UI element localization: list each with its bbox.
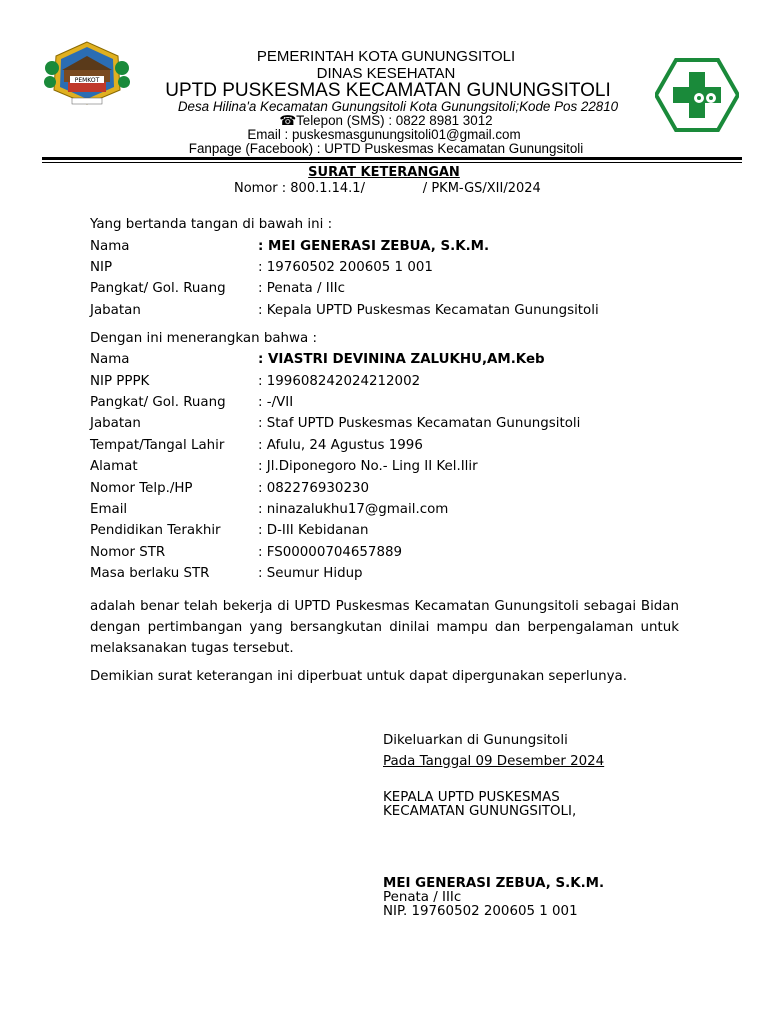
signer-label-rank: Pangkat/ Gol. Ruang: [90, 281, 226, 296]
signer-value-rank: : Penata / IIIc: [258, 281, 345, 296]
subject-label-birth: Tempat/Tangal Lahir: [90, 438, 225, 453]
subject-value-email: : ninazalukhu17@gmail.com: [258, 502, 449, 517]
subject-value-position: : Staf UPTD Puskesmas Kecamatan Gunungsitoli: [258, 416, 581, 431]
signature-rank: Penata / IIIc: [383, 890, 462, 905]
letter-title: SURAT KETERANGAN: [308, 165, 460, 180]
header-address: Desa Hilina'a Kecamatan Gunungsitoli Kota Gunungsitoli;Kode Pos 22810: [177, 99, 619, 114]
subject-value-nip: : 199608242024212002: [258, 374, 421, 389]
subject-value-str-number: : FS00000704657889: [258, 545, 403, 560]
body-paragraph-statement: adalah benar telah bekerja di UPTD Puskesmas Kecamatan Gunungsitoli sebagai Bidan dengan pertimbangan yang bersangkutan dinilai mampu dan berpengalaman untuk melaksanakan tugas tersebut.: [90, 599, 679, 656]
header-institution: UPTD PUSKESMAS KECAMATAN GUNUNGSITOLI: [165, 80, 611, 101]
signer-value-nip: : 19760502 200605 1 001: [258, 260, 433, 275]
issued-date: Pada Tanggal 09 Desember 2024: [383, 754, 605, 769]
subject-label-address: Alamat: [90, 459, 138, 474]
signer-value-position: : Kepala UPTD Puskesmas Kecamatan Gunungsitoli: [258, 303, 599, 318]
intro-signer: Yang bertanda tangan di bawah ini :: [90, 217, 333, 232]
subject-value-rank: : -/VII: [258, 395, 294, 410]
subject-label-education: Pendidikan Terakhir: [90, 523, 221, 538]
signer-label-name: Nama: [90, 239, 130, 254]
subject-value-name: : VIASTRI DEVININA ZALUKHU,AM.Keb: [258, 352, 545, 367]
signature-name: MEI GENERASI ZEBUA, S.K.M.: [383, 876, 605, 891]
signer-label-nip: NIP: [90, 260, 113, 275]
header-email: Email : puskesmasgunungsitoli01@gmail.com: [247, 127, 521, 142]
subject-value-str-validity: : Seumur Hidup: [258, 566, 363, 581]
subject-label-str-validity: Masa berlaku STR: [90, 566, 210, 581]
letter-number: Nomor : 800.1.14.1/ / PKM-GS/XII/2024: [234, 181, 541, 196]
signature-nip: NIP. 19760502 200605 1 001: [383, 904, 578, 919]
subject-label-name: Nama: [90, 352, 130, 367]
intro-subject: Dengan ini menerangkan bahwa :: [90, 331, 317, 346]
header-fanpage: Fanpage (Facebook) : UPTD Puskesmas Kecamatan Gunungsitoli: [188, 141, 584, 156]
header-divider-thin: [42, 162, 742, 163]
subject-label-position: Jabatan: [90, 416, 141, 431]
subject-value-education: : D-III Kebidanan: [258, 523, 369, 538]
svg-text:PEMKOT: PEMKOT: [74, 77, 100, 84]
header-phone: ☎Telepon (SMS) : 0822 8981 3012: [279, 113, 493, 128]
subject-label-email: Email: [90, 502, 128, 517]
signer-value-name: : MEI GENERASI ZEBUA, S.K.M.: [258, 239, 490, 254]
header-divider-thick: [42, 157, 742, 160]
subject-value-phone: : 082276930230: [258, 481, 370, 496]
header-government: PEMERINTAH KOTA GUNUNGSITOLI: [256, 48, 516, 65]
subject-label-nip: NIP PPPK: [90, 374, 150, 389]
subject-value-birth: : Afulu, 24 Agustus 1996: [258, 438, 423, 453]
header-department: DINAS KESEHATAN: [316, 65, 456, 82]
subject-label-rank: Pangkat/ Gol. Ruang: [90, 395, 226, 410]
signer-office-line1: KEPALA UPTD PUSKESMAS: [383, 790, 560, 805]
subject-value-address: : Jl.Diponegoro No.- Ling II Kel.Ilir: [258, 459, 478, 474]
subject-label-str-number: Nomor STR: [90, 545, 166, 560]
body-paragraph-closing: Demikian surat keterangan ini diperbuat untuk dapat dipergunakan seperlunya.: [90, 669, 627, 684]
signer-office-line2: KECAMATAN GUNUNGSITOLI,: [383, 804, 577, 819]
issued-place: Dikeluarkan di Gunungsitoli: [383, 733, 568, 748]
signer-label-position: Jabatan: [90, 303, 141, 318]
subject-label-phone: Nomor Telp./HP: [90, 481, 193, 496]
